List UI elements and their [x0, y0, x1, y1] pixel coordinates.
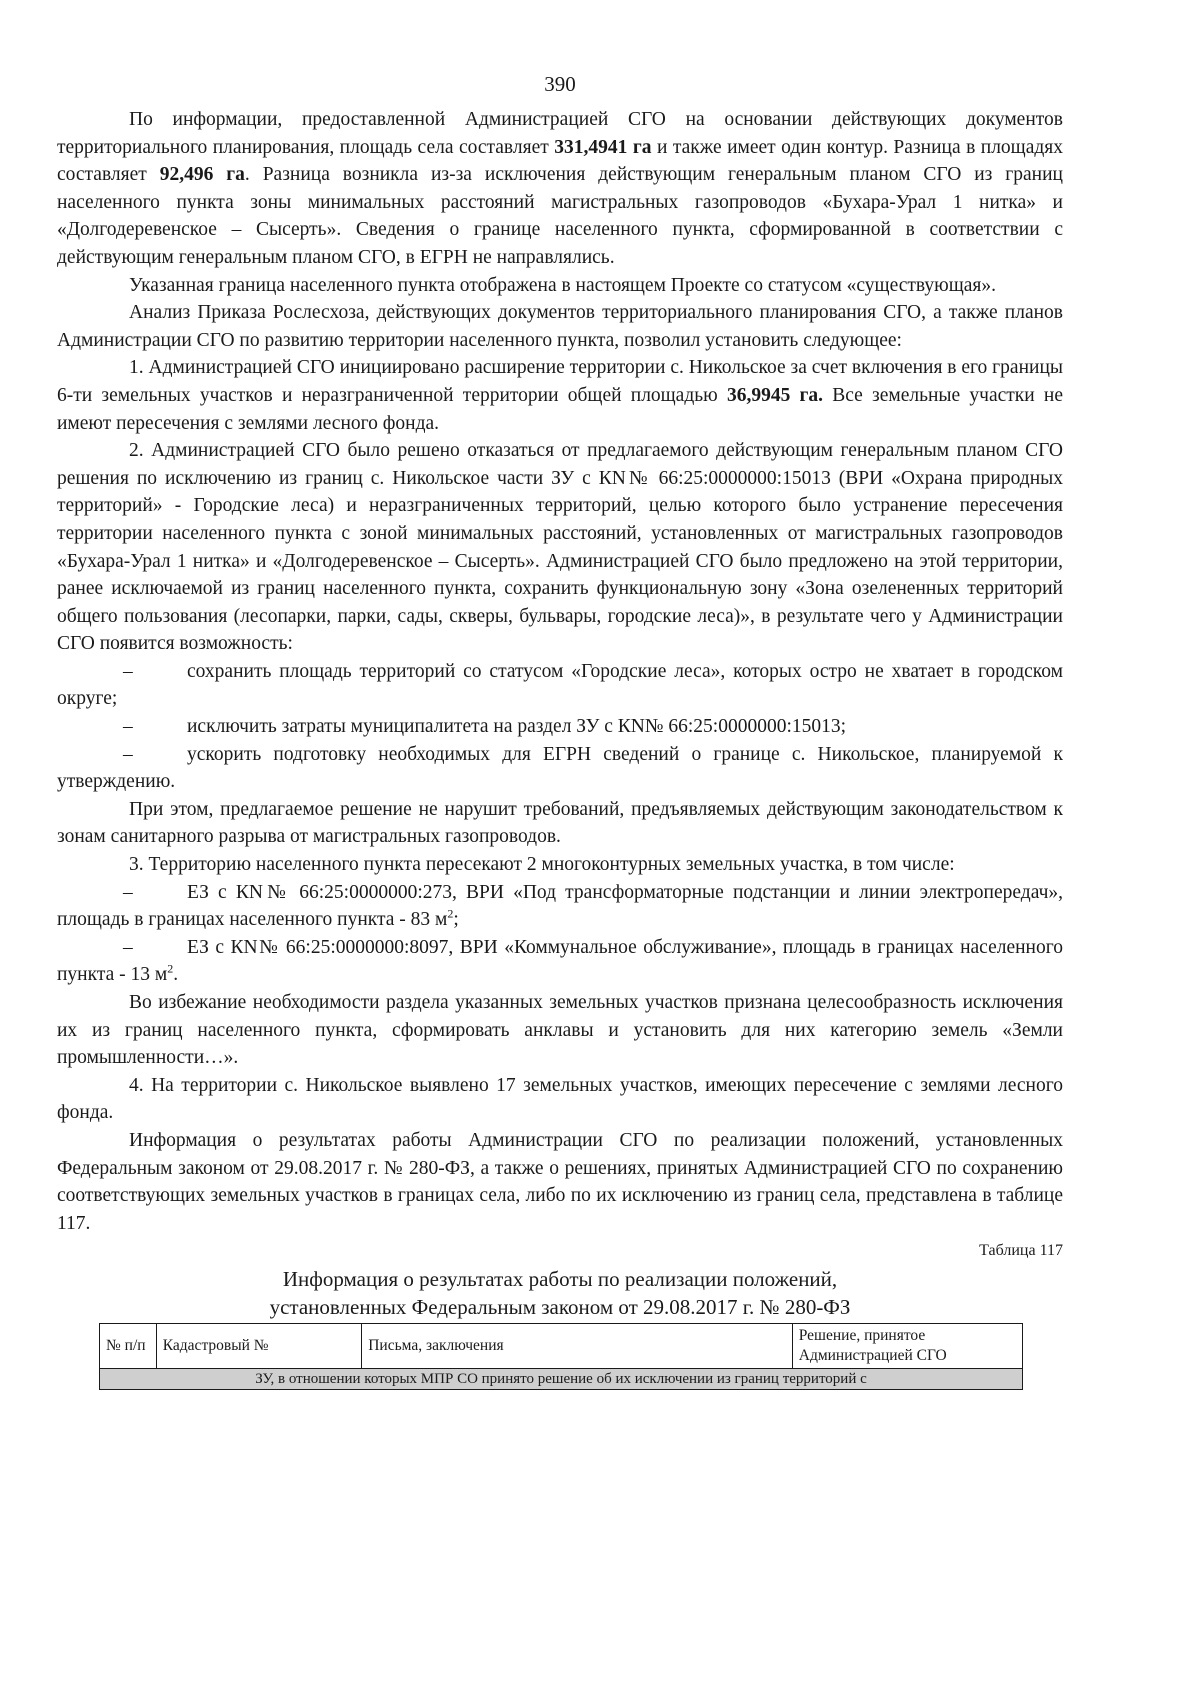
- paragraph: [57, 989, 1063, 1072]
- text-run: сохранить площадь территорий со статусом «Городские леса», которых остро не хватает в городском округе;: [57, 660, 1063, 710]
- text-run: Во избежание необходимости раздела указанных земельных участков признана целесообразность исключения их из границ населенного пункта, сформировать анклавы и установить для них категорию земель «Земли промышленности…».: [57, 992, 1063, 1069]
- text-run: 4. На территории с. Никольское выявлено 17 земельных участков, имеющих пересечение с землями лесного фонда.: [57, 1074, 1063, 1124]
- text-run: ЕЗ с КN№ 66:25:0000000:273, ВРИ «Под трансформаторные подстанции и линии электропередач», площадь в границах населенного пункта - 83 м: [57, 881, 1063, 931]
- paragraph: [57, 851, 1063, 879]
- paragraph: [57, 796, 1063, 851]
- dash-marker: –: [123, 743, 133, 765]
- dash-marker: –: [123, 716, 133, 738]
- bold-text: 331,4941 га: [554, 136, 652, 158]
- bold-text: 36,9945 га.: [726, 384, 824, 406]
- dash-list-item: [57, 741, 1063, 796]
- text-run: 3. Территорию населенного пункта пересекают 2 многоконтурных земельных участка, в том числе:: [129, 854, 955, 876]
- header-decision: Решение, принятое Администрацией СГО: [792, 1324, 1022, 1369]
- paragraph: [57, 106, 1063, 272]
- text-run: Все земельные участки не имеют пересечения с землями лесного фонда.: [57, 384, 1063, 434]
- dash-marker: –: [123, 936, 133, 958]
- text-run: ЕЗ с КN№ 66:25:0000000:8097, ВРИ «Коммунальное обслуживание», площадь в границах населенного пункта - 13 м: [57, 936, 1063, 986]
- paragraph: [57, 299, 1063, 354]
- table-header-row: [100, 1324, 1023, 1369]
- table-caption: Таблица 117: [979, 1242, 1063, 1260]
- superscript: 2: [447, 906, 454, 921]
- header-letters: Письма, заключения: [362, 1324, 793, 1369]
- text-run: . Разница возникла из-за исключения действующим генеральным планом СГО из границ населенного пункта зоны минимальных расстояний магистральных газопроводов «Бухара-Урал 1 нитка» и «Долгодеревенское – Сысерть». Сведения о границе населенного пункта, сформированной в соответствии с действующим генеральным планом СГО, в ЕГРН не направлялись.: [57, 164, 1063, 268]
- bold-text: 92,496 га: [159, 164, 245, 186]
- text-run: Указанная граница населенного пункта отображена в настоящем Проекте со статусом «существующая».: [129, 274, 997, 296]
- paragraph: [57, 354, 1063, 437]
- paragraph-list: [57, 106, 1063, 1237]
- text-run: При этом, предлагаемое решение не нарушит требований, предъявляемых действующим законодательством к зонам санитарного разрыва от магистральных газопроводов.: [57, 798, 1063, 848]
- table-title-line-2: установленных Федеральным законом от 29.08.2017 г. № 280-ФЗ: [269, 1295, 851, 1320]
- superscript: 2: [167, 961, 174, 976]
- text-run: Информация о результатах работы Администрации СГО по реализации положений, установленных Федеральным законом от 29.08.2017 г. № 280-ФЗ, а также о решениях, принятых Администрацией СГО по сохранению соответствующих земельных участков в границах села, либо по их исключению из границ села, представлена в таблице 117.: [57, 1129, 1063, 1234]
- dash-list-item: [57, 658, 1063, 713]
- results-table: [99, 1323, 1023, 1390]
- table-title-line-1: Информация о результатах работы по реализации положений,: [282, 1267, 838, 1292]
- text-run: исключить затраты муниципалитета на раздел ЗУ с КN№ 66:25:0000000:15013;: [187, 716, 847, 738]
- paragraph: [57, 437, 1063, 658]
- header-number: № п/п: [100, 1324, 157, 1369]
- dash-marker: –: [123, 881, 133, 903]
- paragraph: [57, 1127, 1063, 1237]
- text-run: .: [173, 964, 179, 986]
- paragraph: [57, 272, 1063, 300]
- table-section-row: [100, 1369, 1023, 1390]
- text-run: По информации, предоставленной Администрацией СГО на основании действующих документов территориального планирования, площадь села составляет: [57, 109, 1063, 158]
- text-run: ;: [453, 909, 459, 931]
- text-run: 2. Администрацией СГО было решено отказаться от предлагаемого действующим генеральным планом СГО решения по исключению из границ с. Никольское части ЗУ с КN№ 66:25:0000000:15013 (ВРИ «Охрана природных территорий» - Городские леса) и неразграниченных территорий, целью которого было устранение пересечения территории населенного пункта с зоной минимальных расстояний, установленных от магистральных газопроводов «Бухара-Урал 1 нитка» и «Долгодеревенское – Сысерть». Администрацией СГО было предложено на этой территории, ранее исключаемой из границ населенного пункта, сохранить функциональную зону «Зона озелененных территорий общего пользования (лесопарки, парки, сады, скверы, бульвары, городские леса)», в результате чего у Администрации СГО появится возможность:: [57, 440, 1063, 655]
- dash-list-item: [57, 879, 1063, 934]
- section-row-text: ЗУ, в отношении которых МПР СО принято решение об их исключении из границ территорий с: [100, 1369, 1023, 1390]
- header-cadastral: Кадастровый №: [156, 1324, 361, 1369]
- dash-list-item: [57, 713, 1063, 741]
- page-number: 390: [544, 72, 576, 96]
- text-run: и также имеет один контур. Разница в площадях составляет: [57, 136, 1063, 186]
- dash-list-item: [57, 934, 1063, 989]
- table-title: [57, 1265, 1063, 1321]
- text-run: ускорить подготовку необходимых для ЕГРН сведений о границе с. Никольское, планируемой к утверждению.: [57, 743, 1063, 793]
- document-body: [57, 106, 1063, 1390]
- text-run: Анализ Приказа Рослесхоза, действующих документов территориального планирования СГО, а также планов Администрации СГО по развитию территории населенного пункта, позволил установить следующее:: [57, 302, 1063, 351]
- paragraph: [57, 1072, 1063, 1127]
- dash-marker: –: [123, 660, 133, 682]
- text-run: 1. Администрацией СГО инициировано расширение территории с. Никольское за счет включения в его границы 6-ти земельных участков и неразграниченной территории общей площадью: [57, 357, 1063, 406]
